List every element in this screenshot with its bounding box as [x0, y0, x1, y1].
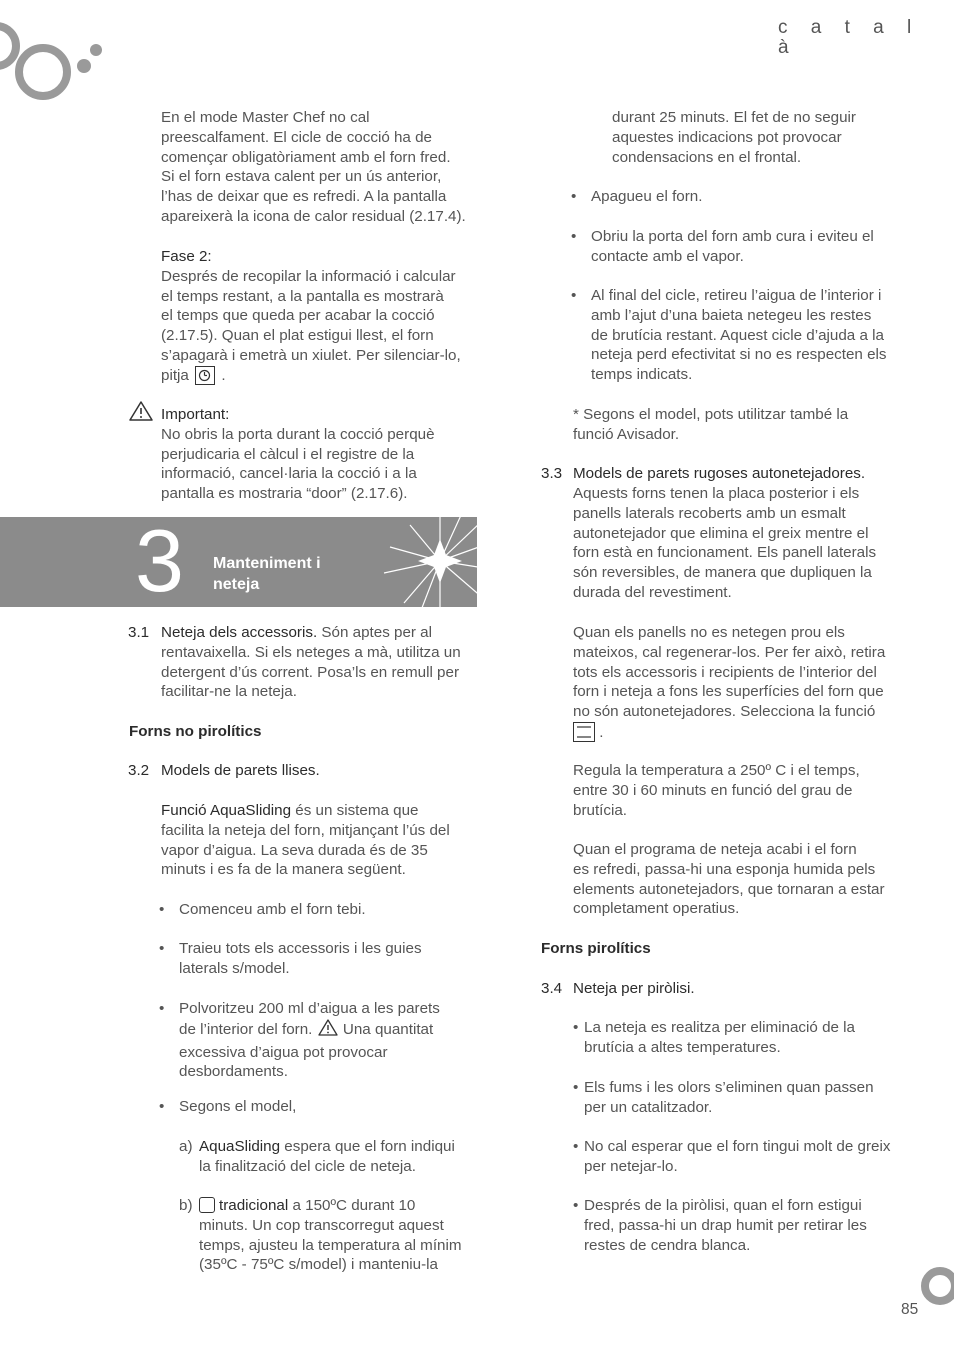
page-number: 85 — [901, 1301, 919, 1318]
option-b-label: b) — [179, 1197, 193, 1214]
warning-icon — [317, 1019, 339, 1043]
model-note: * Segons el model, pots utilitzar també la funció Avisador. — [573, 406, 849, 443]
option-b: tradicional a 150ºC durant 10 minuts. Un cop transcorregut aquest temps, ajusteu la temperatura al mínim (35ºC - 75ºC s/model) i manteniu-la — [199, 1197, 462, 1274]
aquasliding-paragraph: Funció AquaSliding és un sistema que facilita la neteja del forn, mitjançant l’ús del vapor d’aigua. La seva durada és de 35 minuts i es fa de la manera següent. — [161, 802, 450, 879]
oven-mode-icon — [199, 1197, 215, 1213]
intro-paragraph: En el mode Master Chef no cal preescalfament. El cicle de cocció ha de començar obligatòriament amb el forn fred. Si el forn estava calent per un ús anterior, l’has de deixar que es refredi. A la pantalla apareixerà la icona de calor residual (2.17.4). — [161, 109, 466, 225]
section-3-2-title: Models de parets llises. — [161, 762, 320, 779]
language-label: c a t a l à — [778, 17, 921, 58]
oven-function-icon — [573, 722, 595, 742]
fase2-block: Fase 2: Després de recopilar la informació i calcular el temps restant, a la pantalla es mostrarà el temps que queda per acabar la cocció (2.17.5). Quan el plat estigui llest, el forn s’apagarà i emetrà un xiulet. Per silenciar-lo, pitja . — [161, 247, 481, 386]
section-3-2-number: 3.2 — [128, 762, 150, 779]
brand-logo — [0, 22, 110, 110]
sparkle-icon — [380, 517, 477, 607]
after-cleaning-paragraph: Quan el programa de neteja acabi i el forn es refredi, passa-hi una esponja humida pels elements autonetejadors, que tornaran a estar completament operatius. — [573, 841, 885, 918]
important-block: Important: No obris la porta durant la cocció perquè perjudicaria el càlcul i el registre de la informació, cancel·laria la cocció i a la pantalla es mostraria “door” (2.17.6). — [161, 405, 481, 504]
warning-icon — [128, 400, 154, 428]
section-3-1-number: 3.1 — [128, 624, 150, 641]
section-3-4-number: 3.4 — [541, 980, 563, 997]
corner-circle-icon — [918, 1262, 954, 1312]
option-a: AquaSliding espera que el forn indiqui la finalització del cicle de neteja. — [199, 1138, 455, 1175]
option-a-label: a) — [179, 1138, 193, 1155]
regenerate-paragraph: Quan els panells no es netegen prou els mateixos, cal regenerar-los. Per fer això, retira tots els accessoris i recipients de l’interior del forn i neteja a fons les superfícies del forn que no són autonetejadores. Selecciona la funció . — [573, 624, 886, 741]
temperature-paragraph: Regula la temperatura a 250º C i el temps, entre 30 i 60 minuts en funció del grau de brutícia. — [573, 762, 860, 819]
important-title: Important: — [161, 406, 230, 423]
fase2-title: Fase 2: — [161, 248, 212, 265]
timer-icon — [195, 366, 215, 385]
forns-no-pirolitics-heading: Forns no pirolítics — [129, 723, 262, 740]
section-3-3-paragraph: Aquests forns tenen la placa posterior i els panells laterals recoberts amb un esmalt autonetejador que elimina el greix mentre el forn està en funcionament. Els panell laterals són reversibles, de manera que dupliquen la durada del revestiment. — [573, 485, 877, 601]
section-banner — [0, 517, 477, 607]
forns-pirolitics-heading: Forns pirolítics — [541, 940, 651, 957]
continuation-paragraph: durant 25 minuts. El fet de no seguir aquestes indicacions pot provocar condensacions en el frontal. — [612, 109, 856, 166]
section-3-4-title: Neteja per piròlisi. — [573, 980, 695, 997]
section-3-1: Neteja dels accessoris. Són aptes per al rentavaixella. Si els neteges a mà, utilitza un detergent d’ús corrent. Posa’ls en remull per facilitar-ne la neteja. — [161, 624, 461, 701]
section-3-3-number: 3.3 — [541, 465, 563, 482]
section-3-3-title: Models de parets rugoses autonetejadores. — [573, 465, 866, 482]
section-title: Manteniment i neteja — [213, 555, 321, 593]
section-number: 3 — [135, 517, 184, 607]
